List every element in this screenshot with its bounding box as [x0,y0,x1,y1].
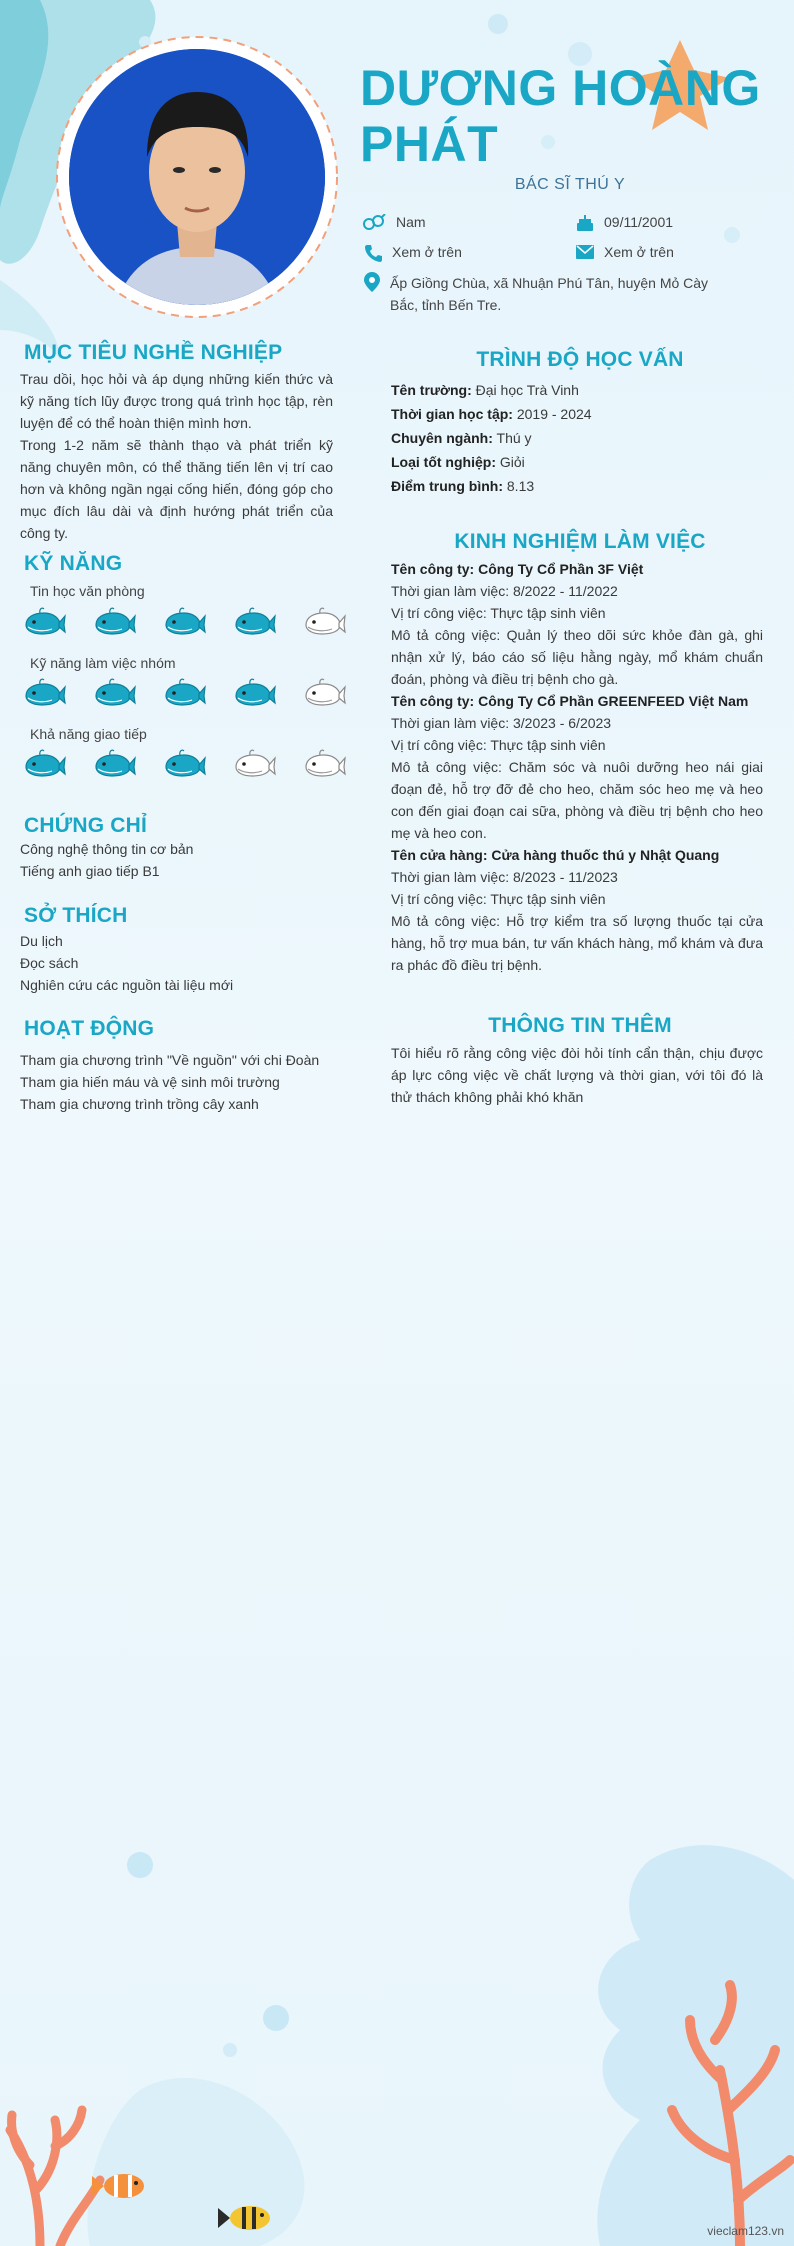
skill-rating [22,678,346,708]
whale-filled-icon [162,678,206,708]
job-description: Mô tả công việc: Quản lý theo dõi sức khỏe đàn gà, ghi nhận xử lý, báo cáo số liệu hằng ngày, mổ khám chuẩn đoán, phòng và điều trị bệnh cho gà. [391,627,763,687]
education-heading: TRÌNH ĐỘ HỌC VẤN [476,348,684,371]
list-item: Công nghệ thông tin cơ bản [20,841,194,857]
birthday-value: 09/11/2001 [604,214,674,230]
education-details [391,378,761,498]
education-gpa: Điểm trung bình: 8.13 [391,478,535,494]
whale-filled-icon [22,749,66,779]
hobbies-list [20,930,233,996]
job-company: Tên công ty: Công Ty Cổ Phần GREENFEED Việt Nam [391,693,749,709]
experience-list [391,558,763,976]
education-school: Tên trường: Đại học Trà Vinh [391,382,579,398]
job-company: Tên công ty: Công Ty Cổ Phần 3F Việt [391,561,644,577]
education-grade: Loại tốt nghiệp: Giỏi [391,454,525,470]
additional-heading: THÔNG TIN THÊM [488,1014,672,1037]
objective-text: Trau dồi, học hỏi và áp dụng những kiến thức và kỹ năng tích lũy được trong quá trình học tập, rèn luyện để có thể hoàn thiện mình hơn. Trong 1-2 năm sẽ thành thạo và phát triển kỹ năng chuyên môn, có thể thăng tiến lên vị trí cao hơn và không ngần ngại cống hiến, đóng góp cho mục đích lâu dài và định hướng phát triển của công ty. [20,371,333,541]
gender-row [362,214,426,232]
job-time: Thời gian làm việc: 3/2023 - 6/2023 [391,715,612,731]
additional-text: Tôi hiểu rõ rằng công việc đòi hỏi tính cẩn thận, chịu được áp lực công việc về chất lượng và thời gian, với tôi đó là thử thách không phải khó khăn [391,1045,763,1105]
whale-empty-icon [302,607,346,637]
list-item: Đọc sách [20,955,79,971]
address-value: Ấp Giồng Chùa, xã Nhuận Phú Tân, huyện Mỏ Cày Bắc, tỉnh Bến Tre. [390,275,709,313]
job-title: BÁC SĨ THÚ Y [514,176,626,193]
job-time: Thời gian làm việc: 8/2022 - 11/2022 [391,583,618,599]
job-time: Thời gian làm việc: 8/2023 - 11/2023 [391,869,618,885]
list-item: Tham gia chương trình "Về nguồn" với chi Đoàn [20,1052,320,1068]
certificates-heading: CHỨNG CHỈ [24,814,148,837]
skill-rating [22,607,346,637]
job-position: Vị trí công việc: Thực tập sinh viên [391,737,606,753]
whale-filled-icon [232,678,276,708]
job-entry [391,558,763,690]
whale-filled-icon [162,607,206,637]
skills-heading: KỸ NĂNG [24,552,123,575]
whale-filled-icon [162,749,206,779]
education-period: Thời gian học tập: 2019 - 2024 [391,406,592,422]
gender-value: Nam [396,214,426,230]
job-company: Tên cửa hàng: Cửa hàng thuốc thú y Nhật Quang [391,847,720,863]
job-description: Mô tả công việc: Hỗ trợ kiểm tra số lượng thuốc tại cửa hàng, hỗ trợ mua bán, tư vấn khách hàng, mổ khám và đưa ra phác đồ điều trị bệnh. [391,913,763,973]
address-row [364,272,724,316]
whale-filled-icon [22,607,66,637]
email-icon [576,244,594,260]
education-major: Chuyên ngành: Thú y [391,430,532,446]
gender-icon [362,214,386,232]
birthday-row [576,214,673,232]
whale-empty-icon [302,678,346,708]
list-item: Du lịch [20,933,63,949]
footer-watermark: vieclam123.vn [707,2224,784,2238]
whale-filled-icon [92,607,136,637]
whale-filled-icon [92,749,136,779]
activities-list [20,1049,319,1115]
whale-filled-icon [232,607,276,637]
hobbies-heading: SỞ THÍCH [24,904,128,927]
whale-empty-icon [302,749,346,779]
whale-empty-icon [232,749,276,779]
job-entry [391,690,763,844]
whale-filled-icon [92,678,136,708]
skill-label: Kỹ năng làm việc nhóm [30,655,176,671]
certificates-list [20,838,193,882]
phone-row [364,244,462,262]
avatar [52,32,342,322]
job-entry [391,844,763,976]
list-item: Tham gia chương trình trồng cây xanh [20,1096,259,1112]
experience-heading: KINH NGHIỆM LÀM VIỆC [454,530,706,553]
objective-heading: MỤC TIÊU NGHỀ NGHIỆP [24,341,283,364]
cake-icon [576,214,594,232]
candidate-name: DƯƠNG HOÀNG PHÁT [360,60,761,172]
job-description: Mô tả công việc: Chăm sóc và nuôi dưỡng heo nái giai đoạn đẻ, hỗ trợ đỡ đẻ cho heo, chăm sóc heo mẹ và heo con đến giai đoạn cai sữa, phòng và điều trị bệnh cho heo mẹ và heo con. [391,759,763,841]
skill-label: Tin học văn phòng [30,583,145,599]
list-item: Nghiên cứu các nguồn tài liệu mới [20,977,234,993]
activities-heading: HOẠT ĐỘNG [24,1017,155,1040]
email-value: Xem ở trên [604,244,674,260]
skill-rating [22,749,346,779]
phone-value: Xem ở trên [392,244,462,260]
phone-icon [364,244,382,262]
job-position: Vị trí công việc: Thực tập sinh viên [391,605,606,621]
location-pin-icon [364,272,380,292]
list-item: Tiếng anh giao tiếp B1 [20,863,160,879]
list-item: Tham gia hiến máu và vệ sinh môi trường [20,1074,280,1090]
job-position: Vị trí công việc: Thực tập sinh viên [391,891,606,907]
whale-filled-icon [22,678,66,708]
email-row [576,244,674,260]
skill-label: Khả năng giao tiếp [30,726,147,742]
